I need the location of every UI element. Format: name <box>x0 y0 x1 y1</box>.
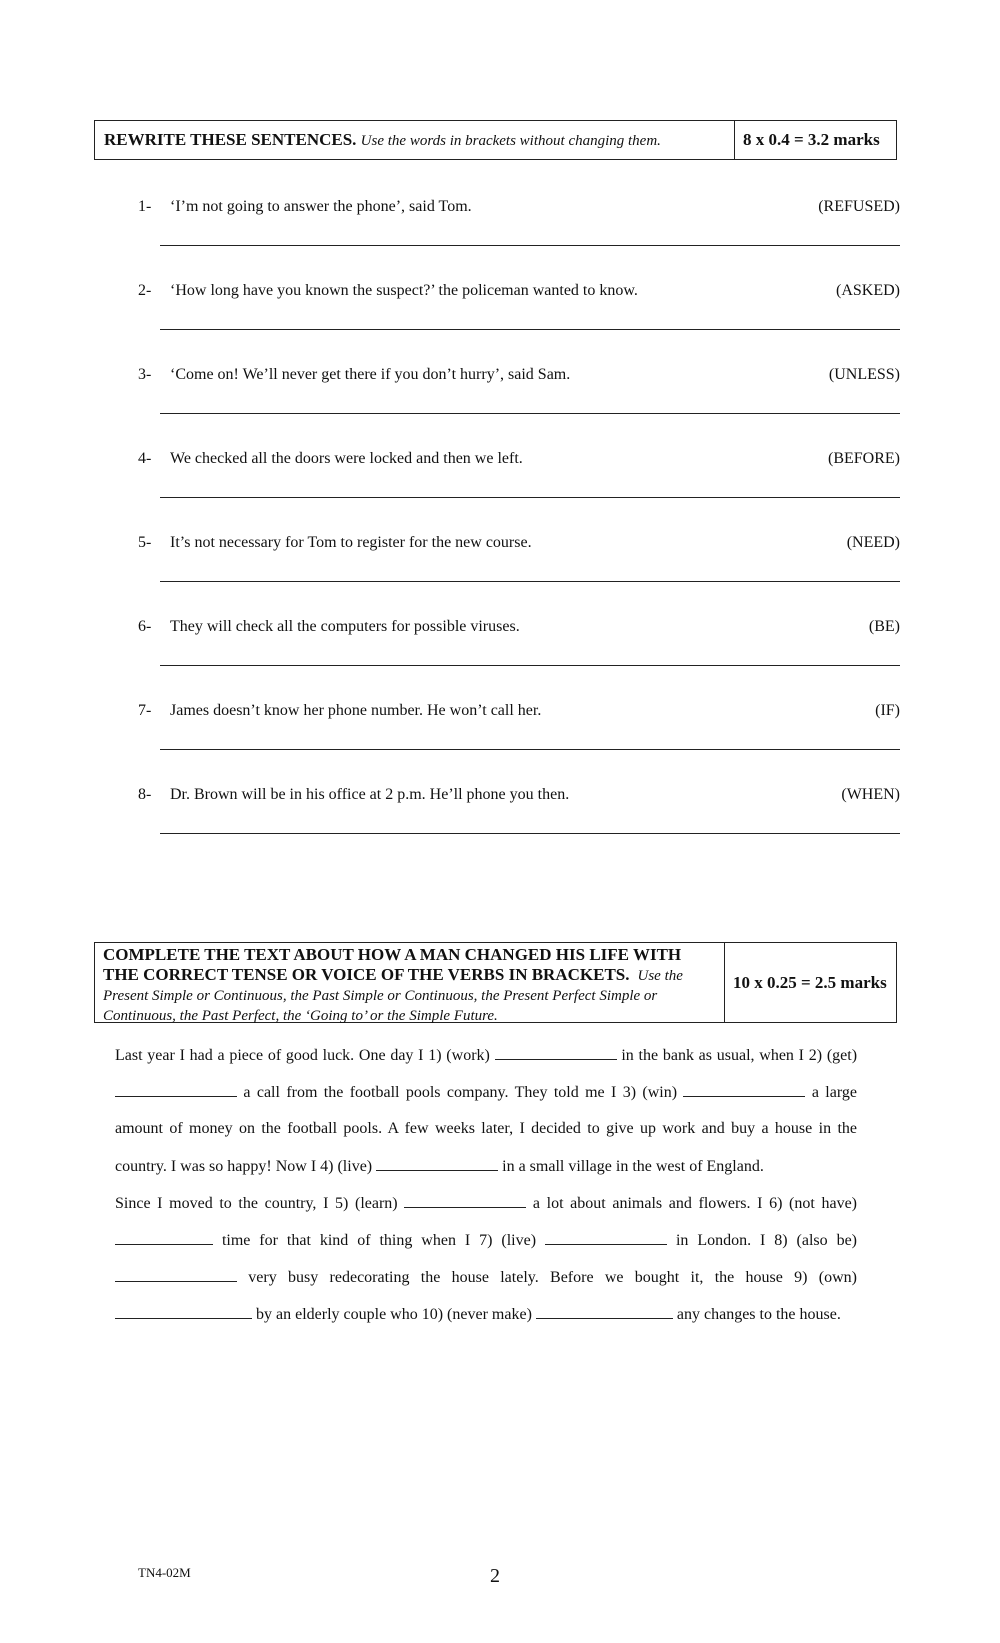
text-line-4 <box>115 1156 857 1177</box>
item-keyword: (BEFORE) <box>828 450 900 467</box>
item-keyword: (ASKED) <box>836 282 900 299</box>
page-number: 2 <box>490 1565 500 1587</box>
text-line-5 <box>115 1193 857 1214</box>
blank-4[interactable] <box>376 1156 498 1171</box>
section2-instruction-line2: Continuous, the Past Perfect, the ‘Going to’ or the Simple Future. <box>103 1008 498 1024</box>
text-line-7 <box>115 1267 857 1288</box>
text-segment: a large <box>811 1084 857 1101</box>
blank-8[interactable] <box>115 1267 237 1282</box>
blank-7[interactable] <box>545 1230 667 1245</box>
item-number: 1- <box>138 198 152 215</box>
item-number: 6- <box>138 618 152 635</box>
item-number: 7- <box>138 702 152 719</box>
section2-instruction-line1: Present Simple or Continuous, the Past Simple or Continuous, the Present Perfect Simple or <box>103 988 658 1004</box>
text-segment: in London. I 8) (also be) <box>675 1232 858 1249</box>
text-segment: amount of money on the football pools. A few weeks later, I decided to give up work and buy a house in the <box>115 1120 857 1137</box>
answer-line[interactable] <box>160 749 900 750</box>
item-number: 3- <box>138 366 152 383</box>
text-line-6 <box>115 1230 857 1251</box>
blank-5[interactable] <box>404 1193 526 1208</box>
answer-line[interactable] <box>160 413 900 414</box>
item-keyword: (NEED) <box>846 534 900 551</box>
section1-header-box <box>94 120 897 160</box>
item-sentence: ‘Come on! We’ll never get there if you don’t hurry’, said Sam. <box>170 366 571 383</box>
item-sentence: We checked all the doors were locked and then we left. <box>170 450 523 467</box>
text-segment: a lot about animals and flowers. I 6) (not have) <box>532 1195 858 1212</box>
blank-2[interactable] <box>115 1082 237 1097</box>
item-sentence: James doesn’t know her phone number. He won’t call her. <box>170 702 542 719</box>
section2-header-box <box>94 942 897 1023</box>
section1-title: REWRITE THESE SENTENCES. <box>104 130 357 149</box>
text-segment: Last year I had a piece of good luck. One day I 1) (work) <box>115 1047 490 1064</box>
item-sentence: ‘How long have you known the suspect?’ the policeman wanted to know. <box>170 282 638 299</box>
rewrite-item-7 <box>138 702 900 788</box>
item-number: 5- <box>138 534 152 551</box>
text-line-1 <box>115 1045 857 1066</box>
item-sentence: They will check all the computers for possible viruses. <box>170 618 520 635</box>
rewrite-item-1 <box>138 198 900 284</box>
item-keyword: (UNLESS) <box>828 366 900 383</box>
rewrite-item-5 <box>138 534 900 620</box>
answer-line[interactable] <box>160 581 900 582</box>
text-segment: in a small village in the west of England. <box>502 1158 764 1175</box>
section1-instructions <box>95 121 735 159</box>
text-segment: time for that kind of thing when I 7) (live) <box>221 1232 537 1249</box>
rewrite-item-8 <box>138 786 900 872</box>
text-segment: any changes to the house. <box>676 1306 841 1323</box>
item-number: 8- <box>138 786 152 803</box>
item-sentence: It’s not necessary for Tom to register for the new course. <box>170 534 532 551</box>
blank-6[interactable] <box>115 1230 213 1245</box>
text-segment: a call from the football pools company. They told me I 3) (win) <box>243 1084 678 1101</box>
item-keyword: (IF) <box>875 702 900 719</box>
text-line-3 <box>115 1119 857 1139</box>
item-keyword: (WHEN) <box>841 786 900 803</box>
item-sentence: ‘I’m not going to answer the phone’, said Tom. <box>170 198 472 215</box>
item-keyword: (REFUSED) <box>818 198 900 215</box>
section2-title-line2: THE CORRECT TENSE OR VOICE OF THE VERBS IN BRACKETS. <box>103 965 630 984</box>
item-sentence: Dr. Brown will be in his office at 2 p.m. He’ll phone you then. <box>170 786 570 803</box>
blank-10[interactable] <box>536 1304 673 1319</box>
text-segment: in the bank as usual, when I 2) (get) <box>621 1047 858 1064</box>
item-number: 2- <box>138 282 152 299</box>
section1-instruction: Use the words in brackets without changing them. <box>360 133 661 149</box>
section1-marks: 8 x 0.4 = 3.2 marks <box>743 130 880 149</box>
section2-title-line1: COMPLETE THE TEXT ABOUT HOW A MAN CHANGED HIS LIFE WITH <box>103 945 682 964</box>
blank-1[interactable] <box>495 1045 617 1060</box>
text-line-8 <box>115 1304 857 1325</box>
answer-line[interactable] <box>160 245 900 246</box>
document-code: TN4-02M <box>138 1565 191 1580</box>
answer-line[interactable] <box>160 665 900 666</box>
section2-instructions <box>95 943 725 1022</box>
text-segment: Since I moved to the country, I 5) (learn) <box>115 1195 398 1212</box>
section2-marks: 10 x 0.25 = 2.5 marks <box>733 972 887 992</box>
rewrite-item-3 <box>138 366 900 452</box>
rewrite-item-6 <box>138 618 900 704</box>
text-line-2 <box>115 1082 857 1103</box>
section2-use-the: Use the <box>637 968 683 984</box>
rewrite-item-2 <box>138 282 900 368</box>
item-keyword: (BE) <box>868 618 900 635</box>
answer-line[interactable] <box>160 497 900 498</box>
answer-line[interactable] <box>160 833 900 834</box>
blank-3[interactable] <box>683 1082 805 1097</box>
text-segment: by an elderly couple who 10) (never make) <box>256 1306 532 1323</box>
text-segment: country. I was so happy! Now I 4) (live) <box>115 1158 373 1175</box>
item-number: 4- <box>138 450 152 467</box>
answer-line[interactable] <box>160 329 900 330</box>
rewrite-item-4 <box>138 450 900 536</box>
blank-9[interactable] <box>115 1304 252 1319</box>
text-segment: very busy redecorating the house lately. Before we bought it, the house 9) (own) <box>248 1269 858 1286</box>
